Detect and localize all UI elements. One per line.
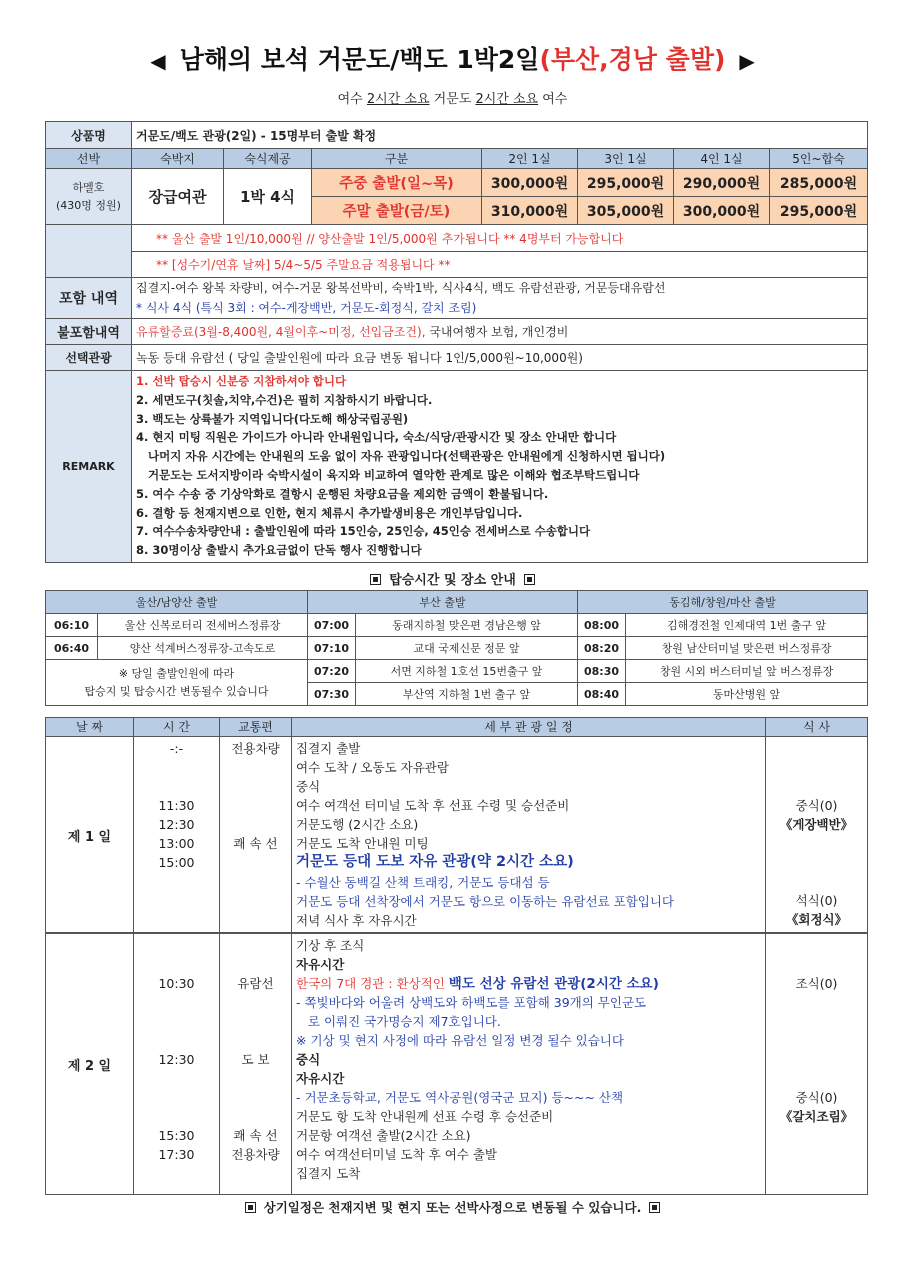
meal: 중식(0) [795,798,838,813]
day2-times [134,933,220,1195]
meal: 중식(0) [795,1089,838,1105]
time: 10:30 [158,975,195,991]
page-title [0,40,905,76]
detail-line: 로 이뤄진 국가명승지 제7호입니다. [296,1013,501,1029]
detail-line: 거문항 여객선 출발(2시간 소요) [296,1127,471,1143]
day2-transport [220,933,292,1195]
product-name-label: 상품명 [46,122,132,149]
boarding-place: 동마산병원 앞 [626,683,868,706]
boarding-time: 06:40 [46,637,98,660]
weekend-price: 305,000원 [578,197,674,225]
weekday-price: 290,000원 [674,169,770,197]
detail-highlight: 백도 선상 유람선 관광(2시간 소요) [448,975,659,992]
transport: 전용차량 [231,1146,280,1162]
option-value: 녹동 등대 유람선 ( 당일 출발인원에 따라 요금 변동 됩니다 1인/5,000원~10,000원) [132,345,868,371]
subtitle-duration: 2시간 소요 [366,92,430,107]
subtitle-duration: 2시간 소요 [475,92,539,107]
detail-part: 한국의 7대 경관 : 환상적인 [296,975,449,991]
boarding-time: 08:30 [578,660,626,683]
left-arrow-icon: ◀ [150,49,166,73]
boarding-place: 울산 신복로터리 전세버스정류장 [98,614,308,637]
detail-line: 여수 도착 / 오동도 자유관람 [296,760,449,775]
title-main: 남해의 보석 거문도/백도 1박2일 [179,45,540,74]
ship-capacity: (430명 정원) [56,198,121,212]
remark-item: 나머지 자유 시간에는 안내원의 도움 없이 자유 관광입니다(선택관광은 안내원에게 신청하시면 됩니다) [136,449,666,464]
transport: 유람선 [237,975,274,991]
boarding-title [0,569,905,588]
detail-line: 중식 [296,1051,321,1067]
boarding-time: 08:20 [578,637,626,660]
boarding-place: 김해경전철 인제대역 1번 출구 앞 [626,614,868,637]
meal-menu: 《게장백반》 [779,817,854,832]
footer-note [0,1198,905,1216]
boarding-place: 창원 남산터미널 맞은편 버스정류장 [626,637,868,660]
weekday-price: 300,000원 [482,169,578,197]
transport: 쾌 속 선 [233,1127,278,1143]
day2-details [292,933,766,1195]
right-arrow-icon: ▶ [739,49,755,73]
subtitle-part: 여수 [538,92,568,107]
exclude-cell [132,319,868,345]
ship-name: 하멜호 [72,180,105,194]
notes-label-cell [46,225,132,278]
meal: 조식(0) [795,975,838,991]
include-label: 포함 내역 [46,278,132,319]
detail-line: 자유시간 [296,1070,345,1086]
transport: 쾌 속 선 [233,836,278,851]
lodging-value: 장급여관 [132,169,224,225]
remark-item: 8. 30명이상 출발시 추가요금없이 단독 행사 진행합니다 [136,543,422,558]
boarding-table [45,590,868,706]
detail-line: ※ 기상 및 현지 사정에 따라 유람선 일정 변경 될수 있습니다 [296,1032,624,1048]
day2-meals [766,933,868,1195]
sched-header-date: 날 짜 [46,718,134,737]
weekend-price: 300,000원 [674,197,770,225]
transport: 도 보 [241,1051,270,1067]
time: 11:30 [158,798,195,813]
transport: 전용차량 [231,741,280,756]
boarding-time: 08:40 [578,683,626,706]
sched-header-transport: 교통편 [220,718,292,737]
meal-menu: 《회정식》 [785,912,848,927]
boarding-time: 08:00 [578,614,626,637]
footer-text: 상기일정은 천재지변 및 현지 또는 선박사정으로 변동될 수 있습니다. [263,1200,642,1215]
note-peak-season: ** [성수기/연휴 날짜] 5/4~5/5 주말요금 적용됩니다 ** [132,252,868,278]
remark-cell [132,371,868,563]
header-lodging: 숙박지 [132,149,224,169]
time: 15:30 [158,1127,195,1143]
boarding-time: 06:10 [46,614,98,637]
boarding-col-gimhae: 동김해/창원/마산 출발 [578,591,868,614]
remark-item: 4. 현지 미팅 직원은 가이드가 아니라 안내원입니다, 숙소/식당/관광시간 및 장소 안내만 합니다 [136,430,617,445]
detail-highlight: 거문도 등대 도보 자유 관광(약 2시간 소요) [296,854,574,870]
subtitle [0,88,905,107]
boarding-place: 창원 시외 버스터미널 앞 버스정류장 [626,660,868,683]
detail-line: 여수 여객선 터미널 도착 후 선표 수령 및 승선준비 [296,798,570,813]
header-meals: 숙식제공 [224,149,312,169]
remark-item: 6. 결항 등 천재지변으로 인한, 현지 체류시 추가발생비용은 개인부담입니다. [136,505,523,520]
exclude-fuel: 유류할증료(3월-8,400원, 4월이후~미정, 선입금조건), [136,325,426,339]
time: 15:00 [158,855,195,870]
square-bullet-icon [649,1202,660,1213]
meals-value: 1박 4식 [224,169,312,225]
time: 12:30 [158,817,195,832]
detail-line: 중식 [296,779,321,794]
header-3pax: 3인 1실 [578,149,674,169]
day2-label: 제 2 일 [46,933,134,1195]
boarding-place: 서면 지하철 1호선 15번출구 앞 [356,660,578,683]
weekend-price: 310,000원 [482,197,578,225]
time: 12:30 [158,1051,195,1067]
meal-menu: 《갈치조림》 [779,1108,854,1124]
weekday-label: 주중 출발(일~목) [312,169,482,197]
boarding-time: 07:30 [308,683,356,706]
ulsan-note-line: ※ 당일 출발인원에 따라 [118,666,235,680]
detail-line: 자유시간 [296,956,345,972]
ulsan-note-line: 탑승지 및 탑승시간 변동될수 있습니다 [84,684,269,698]
remark-item: 거문도는 도서지방이라 숙박시설이 육지와 비교하여 열악한 관계로 많은 이해와 협조부탁드립니다 [136,467,640,482]
product-name: 거문도/백도 관광(2일) - 15명부터 출발 확정 [132,122,868,149]
square-bullet-icon [524,574,535,585]
exclude-label: 불포함내역 [46,319,132,345]
detail-line: 거문도 항 도착 안내원께 선표 수령 후 승선준비 [296,1108,554,1124]
boarding-col-ulsan: 울산/남양산 출발 [46,591,308,614]
time: 17:30 [158,1146,195,1162]
square-bullet-icon [370,574,381,585]
detail-line: - 거문초등학교, 거문도 역사공원(영국군 묘지) 등~~~ 산책 [296,1089,624,1105]
detail-line: 집결지 도착 [296,1165,361,1181]
day1-label: 제 1 일 [46,737,134,933]
boarding-col-busan: 부산 출발 [308,591,578,614]
product-table [45,121,868,563]
boarding-time: 07:20 [308,660,356,683]
day1-details [292,737,766,933]
detail-line [296,974,761,993]
boarding-place: 양산 석계버스정류장-고속도로 [98,637,308,660]
remark-item: 7. 여수수송차량안내 : 출발인원에 따라 15인승, 25인승, 45인승 전세버스로 수송합니다 [136,524,591,539]
note-extra-fee: ** 울산 출발 1인/10,000원 // 양산출발 1인/5,000원 추가됩니다 ** 4명부터 가능합니다 [132,225,868,252]
time: 13:00 [158,836,195,851]
boarding-title-text: 탑승시간 및 장소 안내 [389,573,516,588]
subtitle-part: 거문도 [429,92,476,107]
boarding-place: 교대 국제신문 정문 앞 [356,637,578,660]
header-ship: 선박 [46,149,132,169]
square-bullet-icon [245,1202,256,1213]
day1-meals [766,737,868,933]
exclude-rest: 국내여행자 보험, 개인경비 [425,325,569,339]
option-label: 선택관광 [46,345,132,371]
detail-line: 집결지 출발 [296,741,361,756]
remark-item: 5. 여수 수송 중 기상악화로 결항시 운행된 차량요금을 제외한 금액이 환불됩니다. [136,486,549,501]
weekday-price: 285,000원 [770,169,868,197]
remark-item: 2. 세면도구(칫솔,치약,수건)은 필히 지참하시기 바랍니다. [136,392,433,407]
boarding-time: 07:10 [308,637,356,660]
detail-line: - 쪽빛바다와 어울려 상백도와 하백도를 포함해 39개의 무인군도 [296,994,647,1010]
meal: 석식(0) [795,893,838,908]
boarding-time: 07:00 [308,614,356,637]
boarding-place: 부산역 지하철 1번 출구 앞 [356,683,578,706]
day1-times [134,737,220,933]
detail-line: 거문도 등대 선착장에서 거문도 항으로 이동하는 유람선료 포함입니다 [296,894,674,909]
remark-label: REMARK [46,371,132,563]
detail-line: 저녁 식사 후 자유시간 [296,913,417,928]
weekday-price: 295,000원 [578,169,674,197]
include-cell [132,278,868,319]
remark-item: 1. 선박 탑승시 신분증 지참하셔야 합니다 [136,374,347,388]
include-line: 집결지-여수 왕복 차량비, 여수-거문 왕복선박비, 숙박1박, 식사4식, 백도 유람선관광, 거문등대유람선 [136,281,666,295]
detail-line: 거문도 도착 안내원 미팅 [296,836,429,851]
sched-header-detail: 세 부 관 광 일 정 [292,718,766,737]
remark-item: 3. 백도는 상륙불가 지역입니다(다도해 해상국립공원) [136,411,409,426]
detail-line: 여수 여객선터미널 도착 후 여수 출발 [296,1146,497,1162]
header-4pax: 4인 1실 [674,149,770,169]
detail-line: - 수월산 동백길 산책 트래킹, 거문도 등대섬 등 [296,875,550,890]
header-5pax: 5인~합숙 [770,149,868,169]
detail-line: 기상 후 조식 [296,937,365,953]
time: -:- [169,741,184,756]
boarding-place: 동래지하철 맞은편 경남은행 앞 [356,614,578,637]
weekend-price: 295,000원 [770,197,868,225]
sched-header-time: 시 간 [134,718,220,737]
weekend-label: 주말 출발(금/토) [312,197,482,225]
header-2pax: 2인 1실 [482,149,578,169]
sched-header-meal: 식 사 [766,718,868,737]
schedule-table [45,717,868,1195]
detail-line: 거문도행 (2시간 소요) [296,817,419,832]
subtitle-part: 여수 [337,92,367,107]
day1-transport [220,737,292,933]
title-origin: (부산,경남 출발) [539,45,726,74]
ulsan-note [46,660,308,706]
include-meal-line: * 식사 4식 (특식 3회 : 여수-게장백반, 거문도-회정식, 갈치 조림) [136,301,477,315]
header-type: 구분 [312,149,482,169]
ship-cell [46,169,132,225]
